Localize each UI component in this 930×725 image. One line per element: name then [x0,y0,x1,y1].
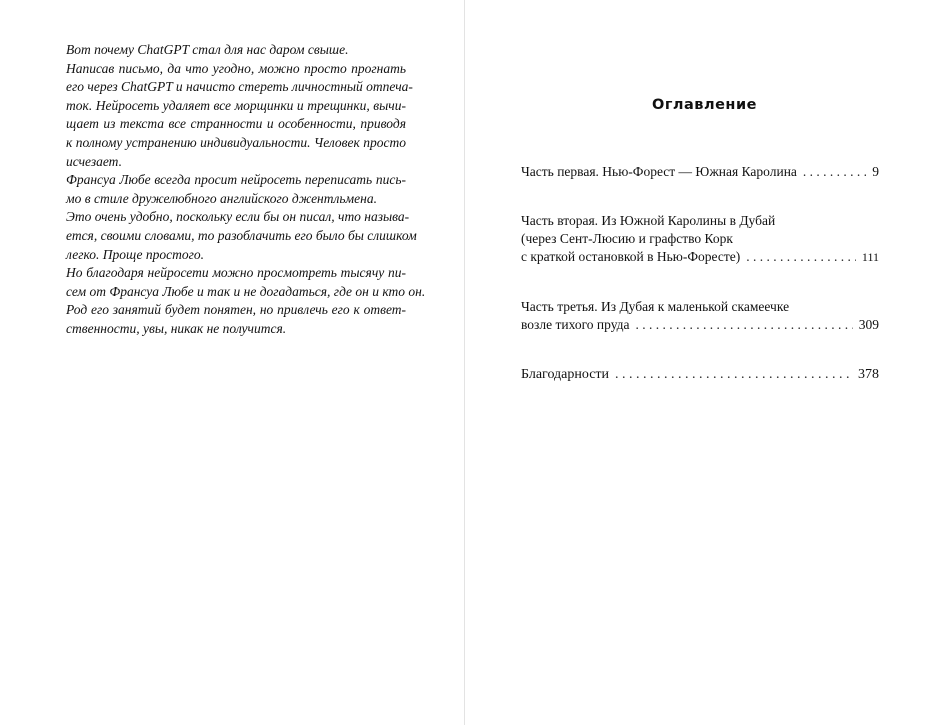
toc-page-number: 309 [858,317,879,332]
toc-entry-part-1[interactable] [521,163,879,181]
toc-entry-title: с краткой остановкой в Нью-Форесте) [521,249,741,264]
text-line: ственности, увы, никак не получится. [66,320,287,336]
text-line: Это очень удобно, поскольку если бы он писал, что называ- [66,209,410,225]
text-line: мо в стиле дружелюбного английского джентльмена. [66,190,377,206]
text-line: сем от Франсуа Любе и так и не догадаться, где он и кто он. [66,283,426,299]
toc-title: Оглавление [652,97,757,113]
toc-leader-dots [803,163,866,181]
toc-entry-title: Часть первая. Нью-Форест — Южная Каролина [521,164,797,179]
text-line: к полному устранению индивидуальности. Человек просто [66,134,406,150]
toc-leader-dots [615,366,852,384]
text-line: Но благодаря нейросети можно просмотреть тысячу пи- [66,265,406,281]
toc-entry-title: Часть третья. Из Дубая к маленькой скамеечке [521,299,790,314]
toc-entry-part-2[interactable] [521,212,879,266]
toc-entry-title: возле тихого пруда [521,317,630,332]
toc-entry-title: Часть вторая. Из Южной Каролины в Дубай [521,213,776,228]
left-page [0,0,464,725]
toc-entry-part-3[interactable] [521,298,879,334]
toc-entry-acknowledgements[interactable] [521,366,879,384]
body-text [66,41,426,339]
text-line: Написав письмо, да что угодно, можно просто прогнать [66,60,406,76]
toc-leader-dots [635,316,852,334]
text-line: щает из текста все странности и особенности, приводя [66,116,406,132]
toc-page-number: 111 [861,250,879,264]
text-line: исчезает. [66,153,122,169]
text-line: ется, своими словами, то разоблачить его было бы слишком [66,227,417,243]
text-line: Франсуа Любе всегда просит нейросеть переписать пись- [66,172,406,188]
text-line: его через ChatGPT и начисто стереть личностный отпеча- [66,79,413,95]
toc-page-number: 378 [858,367,879,382]
text-line: легко. Проще простого. [66,246,205,262]
toc-entry-title: (через Сент-Люсию и графство Корк [521,231,733,246]
text-line: ток. Нейросеть удаляет все морщинки и трещинки, вычи- [66,97,406,113]
toc-leader-dots [746,248,856,266]
text-line: Вот почему ChatGPT стал для нас даром свыше. [66,42,349,57]
toc-page-number: 9 [872,164,879,179]
toc-entry-title: Благодарности [521,367,610,382]
text-line: Род его занятий будет понятен, но привлечь его к ответ- [66,302,406,318]
